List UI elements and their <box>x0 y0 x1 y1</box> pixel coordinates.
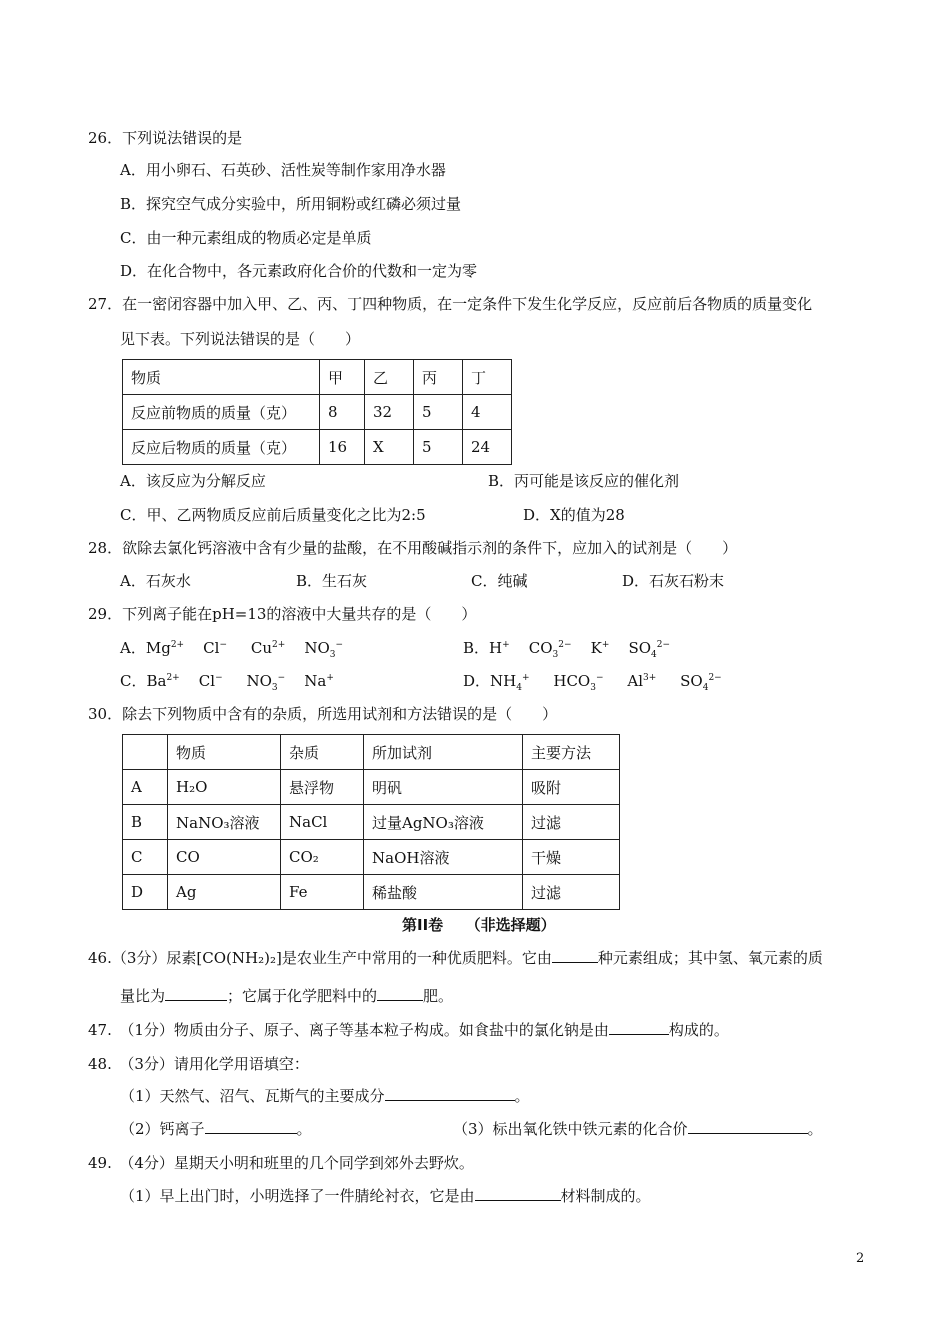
q47-line <box>88 1020 729 1040</box>
table-cell: 16 <box>320 430 365 465</box>
q29-option-b: B．H+ $CO_3^{2-}$ K+ $SO_4^{2-}$ <box>463 639 671 660</box>
section-title: 第II卷 （非选择题） <box>402 916 556 934</box>
q49-part1 <box>120 1186 651 1206</box>
table-cell: 稀盐酸 <box>364 875 523 910</box>
table-cell: 4 <box>463 395 512 430</box>
q48-p1-end: 。 <box>514 1087 530 1105</box>
table-row <box>123 875 620 910</box>
q48-p3-text: （3）标出氧化铁中铁元素的化合价 <box>453 1120 688 1138</box>
q27-option-a: A．该反应为分解反应 <box>120 472 266 490</box>
table-row <box>123 430 512 465</box>
answer-blank[interactable] <box>552 948 598 963</box>
table-cell: D <box>123 875 168 910</box>
q26-option-d: D．在化合物中，各元素政府化合价的代数和一定为零 <box>120 262 478 280</box>
option-label: B． <box>463 639 490 657</box>
table-cell: 干燥 <box>523 840 620 875</box>
table-cell: 丙 <box>414 360 463 395</box>
table-header-row <box>123 735 620 770</box>
table-cell: A <box>123 770 168 805</box>
table-cell: 过滤 <box>523 875 620 910</box>
table-cell: 明矾 <box>364 770 523 805</box>
q27-stem-line1: 27．在一密闭容器中加入甲、乙、丙、丁四种物质，在一定条件下发生化学反应，反应前后各物质的质量变化 <box>88 295 813 313</box>
q29-option-d: D．$NH_4^+$ $HCO_3^-$ $Al^{3+}$ $SO_4^{2-}$ <box>463 672 722 693</box>
table-cell: NaOH溶液 <box>364 840 523 875</box>
table-cell: 8 <box>320 395 365 430</box>
table-header-row <box>123 360 512 395</box>
q29-option-a: A．$Mg^{2+}$ Cl− $Cu^{2+}$ $NO_3^-$ <box>120 639 344 660</box>
table-cell: 反应后物质的质量（克） <box>123 430 320 465</box>
table-cell: 物质 <box>168 735 281 770</box>
option-label: D． <box>463 672 491 690</box>
table-row <box>123 395 512 430</box>
q48-p1-text: （1）天然气、沼气、瓦斯气的主要成分 <box>120 1087 385 1105</box>
table-cell: 丁 <box>463 360 512 395</box>
q47-text-a: 47. （1分）物质由分子、原子、离子等基本粒子构成。如食盐中的氯化钠是由 <box>88 1021 609 1039</box>
q28-option-b: B．生石灰 <box>296 572 368 590</box>
q28-stem: 28．欲除去氯化钙溶液中含有少量的盐酸，在不用酸碱指示剂的条件下，应加入的试剂是（ ） <box>88 539 738 557</box>
answer-blank[interactable] <box>609 1020 669 1035</box>
q26-stem: 26．下列说法错误的是 <box>88 129 243 147</box>
q46-line2 <box>120 986 453 1006</box>
q27-stem-line2: 见下表。下列说法错误的是（ ） <box>120 330 361 348</box>
q46-text-a: 46.（3分）尿素[CO(NH₂)₂]是农业生产中常用的一种优质肥料。它由 <box>88 949 552 967</box>
q47-text-b: 构成的。 <box>668 1021 729 1039</box>
table-cell: Fe <box>281 875 364 910</box>
table-cell: H₂O <box>168 770 281 805</box>
answer-blank[interactable] <box>377 986 423 1001</box>
table-cell: 杂质 <box>281 735 364 770</box>
q48-p3-end: 。 <box>807 1120 823 1138</box>
table-cell: 吸附 <box>523 770 620 805</box>
table-cell: 悬浮物 <box>281 770 364 805</box>
q46-text-d: ；它属于化学肥料中的 <box>227 987 378 1005</box>
answer-blank[interactable] <box>385 1086 515 1101</box>
table-cell: X <box>365 430 414 465</box>
q26-option-a: A．用小卵石、石英砂、活性炭等制作家用净水器 <box>120 161 446 179</box>
table-cell: 24 <box>463 430 512 465</box>
q48-part2 <box>120 1119 312 1139</box>
option-label: A． <box>120 639 146 657</box>
q46-text-c: 量比为 <box>120 987 166 1005</box>
q30-stem: 30．除去下列物质中含有的杂质，所选用试剂和方法错误的是（ ） <box>88 705 558 723</box>
q29-stem: 29．下列离子能在pH=13的溶液中大量共存的是（ ） <box>88 605 477 623</box>
table-cell: 过滤 <box>523 805 620 840</box>
table-row <box>123 805 620 840</box>
table-cell: Ag <box>168 875 281 910</box>
q29-option-c: C．$Ba^{2+}$ Cl− $NO_3^-$ Na+ <box>120 672 334 693</box>
q48-p2-text: （2）钙离子 <box>120 1120 205 1138</box>
q46-text-e: 肥。 <box>423 987 454 1005</box>
table-cell: 主要方法 <box>523 735 620 770</box>
q48-stem: 48. （3分）请用化学用语填空： <box>88 1055 309 1073</box>
table-cell: 甲 <box>320 360 365 395</box>
q49-stem: 49. （4分）星期天小明和班里的几个同学到郊外去野炊。 <box>88 1154 474 1172</box>
q26-option-b: B．探究空气成分实验中，所用铜粉或红磷必须过量 <box>120 195 462 213</box>
table-cell: C <box>123 840 168 875</box>
table-cell: 5 <box>414 395 463 430</box>
q27-table <box>122 359 512 465</box>
table-cell: 过量AgNO₃溶液 <box>364 805 523 840</box>
q28-option-c: C．纯碱 <box>471 572 528 590</box>
q48-part1 <box>120 1086 530 1106</box>
table-cell: NaCl <box>281 805 364 840</box>
q27-option-c: C．甲、乙两物质反应前后质量变化之比为2:5 <box>120 506 426 524</box>
table-row <box>123 770 620 805</box>
answer-blank[interactable] <box>205 1119 297 1134</box>
table-cell <box>123 735 168 770</box>
table-cell: B <box>123 805 168 840</box>
table-row <box>123 840 620 875</box>
q48-p2-end: 。 <box>296 1120 312 1138</box>
answer-blank[interactable] <box>165 986 227 1001</box>
option-label: C． <box>120 672 147 690</box>
table-cell: CO₂ <box>281 840 364 875</box>
q26-option-c: C．由一种元素组成的物质必定是单质 <box>120 229 372 247</box>
table-cell: 物质 <box>123 360 320 395</box>
table-cell: NaNO₃溶液 <box>168 805 281 840</box>
table-cell: 所加试剂 <box>364 735 523 770</box>
q28-option-a: A．石灰水 <box>120 572 191 590</box>
table-cell: 5 <box>414 430 463 465</box>
q49-p1-text: （1）早上出门时，小明选择了一件腈纶衬衣，它是由 <box>120 1187 475 1205</box>
table-cell: 乙 <box>365 360 414 395</box>
q46-text-b: 种元素组成；其中氢、氧元素的质 <box>597 949 823 967</box>
q46-line1 <box>88 948 823 968</box>
page-number: 2 <box>856 1251 865 1266</box>
q27-option-b: B．丙可能是该反应的催化剂 <box>488 472 680 490</box>
table-cell: 32 <box>365 395 414 430</box>
table-cell: CO <box>168 840 281 875</box>
q49-p1-end: 材料制成的。 <box>560 1187 651 1205</box>
table-cell: 反应前物质的质量（克） <box>123 395 320 430</box>
q27-option-d: D．X的值为28 <box>523 506 625 524</box>
q30-table <box>122 734 620 910</box>
q28-option-d: D．石灰石粉末 <box>622 572 725 590</box>
answer-blank[interactable] <box>688 1119 808 1134</box>
q48-part3 <box>453 1119 823 1139</box>
answer-blank[interactable] <box>475 1186 561 1201</box>
